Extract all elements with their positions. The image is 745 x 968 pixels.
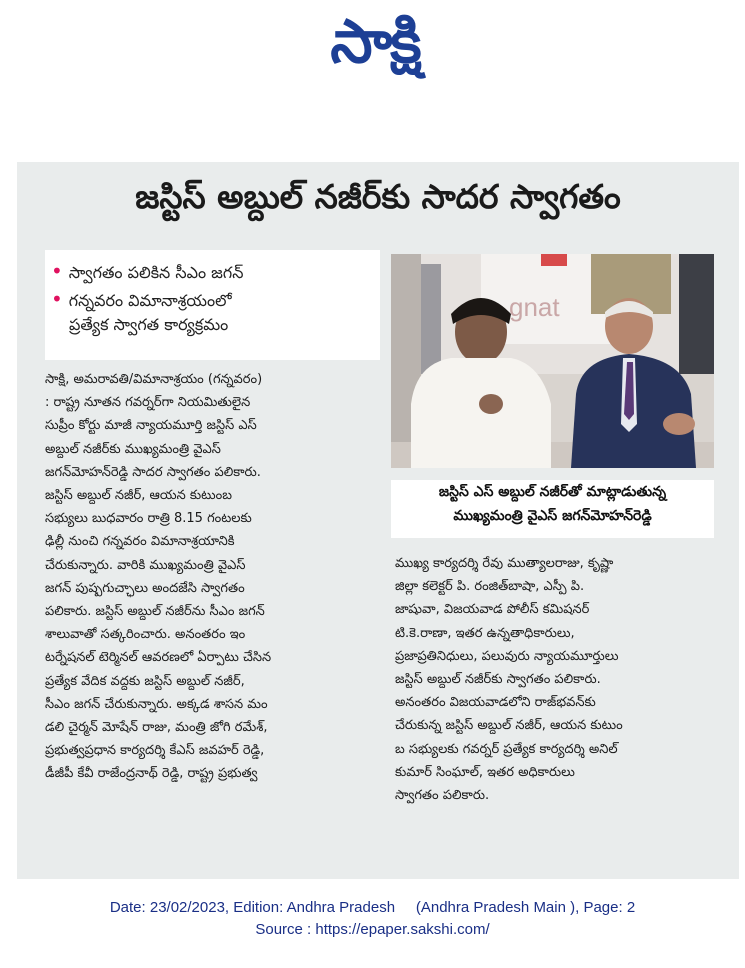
text-line: : రాష్ట్ర నూతన గవర్నర్‌గా నియమితులైన [45, 395, 251, 411]
text-line: డీజీపీ కేవీ రాజేంద్రనాథ్ రెడ్డి, రాష్ట్ర ప్రభుత్వ [45, 766, 258, 782]
sakshi-logo [270, 6, 480, 92]
caption-line: జస్టిస్ ఎస్ అబ్దుల్ నజీర్‌తో మాట్లాడుతున్న [438, 484, 667, 500]
masthead [0, 0, 745, 100]
bullet-continuation: ప్రత్యేక స్వాగత కార్యక్రమం [69, 315, 229, 334]
bullet-item [51, 258, 243, 286]
text-line: ముఖ్య కార్యదర్శి రేవు ముత్యాలరాజు, కృష్ణా [395, 556, 614, 571]
text-line: టర్నేషనల్ టెర్మినల్ ఆవరణలో ఏర్పాటు చేసిన [45, 650, 272, 666]
text-line: బ సభ్యులకు గవర్నర్ ప్రత్యేక కార్యదర్శి అనిల్ [395, 741, 618, 757]
footer-source-line: Source : https://epaper.sakshi.com/ [255, 921, 490, 938]
text-line: జగన్ పుష్పగుచ్ఛాలు అందజేసి స్వాగతం [45, 580, 245, 596]
article-column-right [395, 552, 725, 807]
caption-line: ముఖ్యమంత్రి వైఎస్ జగన్‌మోహన్‌రెడ్డి [453, 508, 652, 524]
text-line: సాక్షి, అమరావతి/విమానాశ్రయం (గన్నవరం) [45, 372, 263, 387]
text-line: పలికారు. జస్టిస్ అబ్దుల్ నజీర్‌ను సీఎం జగన్ [45, 604, 265, 620]
headline: జస్టిస్ అబ్దుల్ నజీర్‌కు సాదర స్వాగతం [135, 176, 621, 216]
bullet-item [51, 286, 232, 314]
news-photo [391, 254, 714, 468]
text-line: జాషువా, విజయవాడ పోలీస్ కమిషనర్ [395, 602, 590, 618]
text-line: అనంతరం విజయవాడలోని రాజ్‌భవన్‌కు [395, 695, 596, 711]
text-line: సీఎం జగన్ చేరుకున్నారు. అక్కడ శాసన మం [45, 696, 268, 712]
text-line: చేరుకున్న జస్టిస్ అబ్దుల్ నజీర్, ఆయన కుటుం [395, 718, 623, 734]
bullet-text: గన్నవరం విమానాశ్రయంలో [68, 291, 232, 310]
bullet-text: స్వాగతం పలికిన సీఎం జగన్ [68, 263, 244, 282]
text-line: అబ్దుల్ నజీర్‌కు ముఖ్యమంత్రి వైఎస్ [45, 441, 221, 457]
text-line: టి.కె.రాణా, ఇతర ఉన్నతాధికారులు, [395, 625, 575, 641]
text-line: స్వాగతం పలికారు. [395, 788, 490, 804]
logo-text: సాక్షి [330, 7, 420, 77]
highlights-box [45, 250, 380, 360]
article-column-left [45, 368, 385, 786]
text-line: ఢిల్లీ నుంచి గన్నవరం విమానాశ్రయానికి [45, 534, 235, 550]
text-line: సుప్రీం కోర్టు మాజీ న్యాయమూర్తి జస్టిస్ ఎస్ [45, 418, 257, 434]
news-clipping [17, 162, 739, 879]
text-line: డలి చైర్మన్ మోషేన్ రాజు, మంత్రి జోగి రమేశ్, [45, 720, 268, 736]
bullet-dot-icon: • [51, 287, 63, 311]
photo-sign-text: gnat [509, 292, 560, 322]
clipping-footer [0, 897, 745, 941]
text-line: శాలువాతో సత్కరించారు. అనంతరం ఇం [45, 627, 246, 643]
text-line: చేరుకున్నారు. వారికి ముఖ్యమంత్రి వైఎస్ [45, 557, 246, 573]
text-line: సభ్యులు బుధవారం రాత్రి 8.15 గంటలకు [45, 511, 252, 527]
text-line: కుమార్ సింఘాల్, ఇతర అధికారులు [395, 764, 575, 780]
photo-caption [391, 480, 714, 538]
bullet-dot-icon: • [51, 259, 63, 283]
text-line: ప్రభుత్వప్రధాన కార్యదర్శి కేఎస్ జవహర్ రెడ్డి, [45, 743, 265, 759]
text-line: జిల్లా కలెక్టర్ పి. రంజిత్‌బాషా, ఎస్పీ పి. [395, 579, 585, 595]
text-line: జస్టిస్ అబ్దుల్ నజీర్, ఆయన కుటుంబ [45, 488, 232, 504]
footer-date-line: Date: 23/02/2023, Edition: Andhra Pradesh (Andhra Pradesh Main ), Page: 2 [109, 899, 636, 916]
text-line: జగన్‌మోహన్‌రెడ్డి సాదర స్వాగతం పలికారు. [45, 464, 261, 480]
photo-illustration [391, 254, 714, 468]
text-line: ప్రత్యేక వేదిక వద్దకు జస్టిస్ అబ్దుల్ నజీర్, [45, 673, 245, 689]
text-line: ప్రజాప్రతినిధులు, పలువురు న్యాయమూర్తులు [395, 648, 619, 664]
text-line: జస్టిస్ అబ్దుల్ నజీర్‌కు స్వాగతం పలికారు. [395, 672, 601, 688]
